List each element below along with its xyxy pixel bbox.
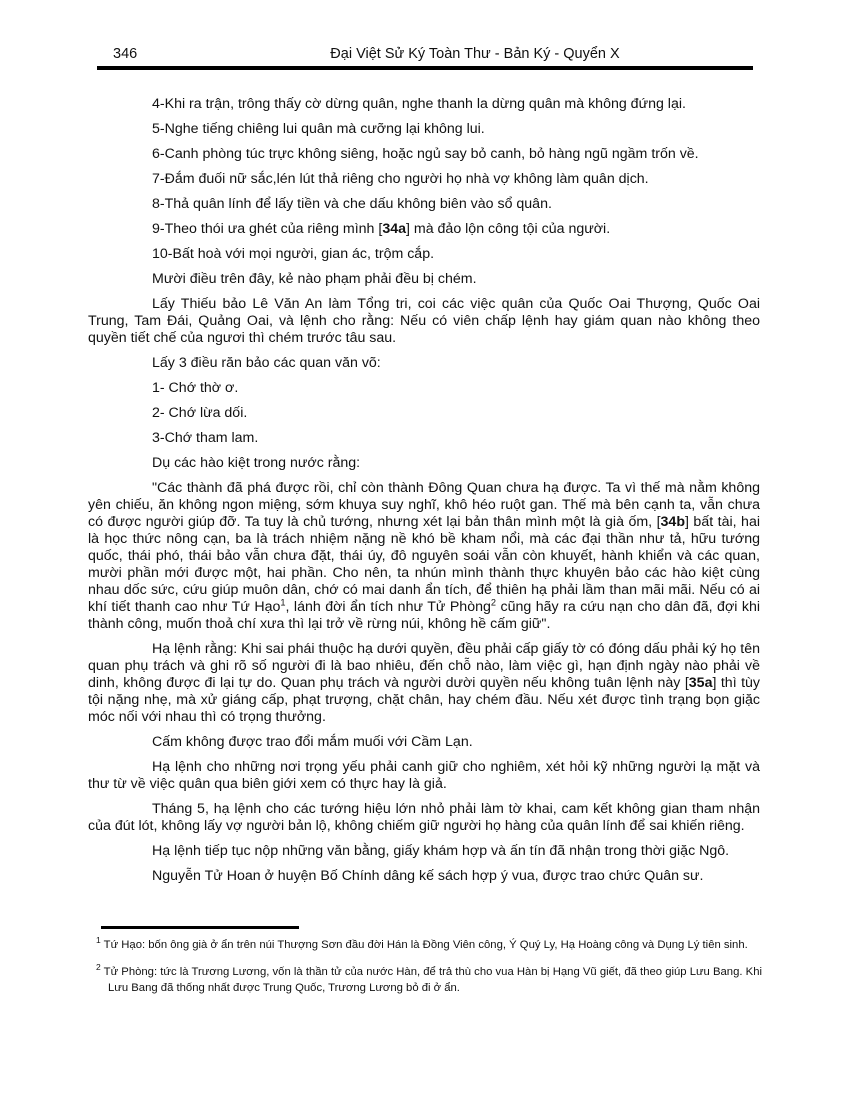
text-run: 5-Nghe tiếng chiêng lui quân mà cưỡng lại không lui. xyxy=(152,121,485,137)
text-run: Cấm không được trao đổi mắm muối với Cầm Lạn. xyxy=(152,734,473,750)
paragraph xyxy=(88,843,760,860)
paragraph xyxy=(88,271,760,288)
paragraph xyxy=(88,380,760,397)
text-run: Nguyễn Tử Hoan ở huyện Bố Chính dâng kế sách hợp ý vua, được trao chức Quân sư. xyxy=(152,868,704,884)
text-run: ] mà đảo lộn công tội của người. xyxy=(406,221,611,237)
paragraph xyxy=(88,196,760,213)
footnote-separator xyxy=(101,926,299,929)
text-run: Mười điều trên đây, kẻ nào phạm phải đều bị chém. xyxy=(152,271,477,287)
paragraph xyxy=(88,96,760,113)
folio-ref: 35a xyxy=(688,675,713,691)
paragraph xyxy=(88,801,760,835)
page-number: 346 xyxy=(113,46,138,62)
paragraph xyxy=(88,221,760,238)
paragraph xyxy=(88,455,760,472)
footnote-marker: 1 xyxy=(96,935,101,946)
paragraph xyxy=(88,868,760,885)
text-run: 10-Bất hoà với mọi người, gian ác, trộm cắp. xyxy=(152,246,435,262)
paragraph xyxy=(88,480,760,633)
text-run: Hạ lệnh rằng: Khi sai phái thuộc hạ dưới quyền, đều phải cấp giấy tờ có đóng dấu phải ký họ tên quan phụ trách và ghi rõ số người đi là bao nhiêu, đến chỗ nào, làm việc gì, hạn định ngày nào phải về dinh, không được đi lại tự do. Quan phụ trách và người dười quyền nếu không tuân lệnh này [ xyxy=(88,641,760,691)
paragraph xyxy=(88,355,760,372)
text-run: 2- Chớ lừa dối. xyxy=(152,405,248,421)
paragraph xyxy=(88,641,760,726)
paragraph xyxy=(88,121,760,138)
text-run: "Các thành đã phá được rồi, chỉ còn thành Đông Quan chưa hạ được. Ta vì thế mà nằm không yên chiếu, ăn không ngon miệng, sớm khuya suy nghĩ, khô héo ruột gan. Thế mà bên cạnh ta, vẫn chưa có được người giúp đỡ. Ta tuy là chủ tướng, nhưng xét lại bản thân mình một là già ốm, [ xyxy=(88,480,760,530)
text-run: 3-Chớ tham lam. xyxy=(152,430,259,446)
text-run: 1- Chớ thờ ơ. xyxy=(152,380,239,396)
paragraph xyxy=(88,171,760,188)
paragraph xyxy=(88,146,760,163)
folio-ref: 34b xyxy=(660,514,685,530)
folio-ref: 34a xyxy=(382,221,406,237)
paragraph xyxy=(88,405,760,422)
text-run: 9-Theo thói ưa ghét của riêng mình [ xyxy=(152,221,383,237)
footnote xyxy=(96,937,762,954)
text-run: , lánh đời ẩn tích như Tử Phòng xyxy=(285,599,491,615)
text-run: cũng hãy ra cứu nạn cho dân đã, đợi khi thành công, muốn thoả chí xưa thì lại trở về rừng núi, không hề cấm giữ". xyxy=(88,599,761,632)
footnote-ref: 1 xyxy=(280,597,286,608)
text-run: ] bất tài, hai là học thức nông cạn, ba là trách nhiệm nặng nề khó bề kham nổi, mà các đại thần như tả, hữu tướng quốc, thái phó, thái bảo vẫn chưa đặt, thái úy, đô nguyên soái vẫn còn khuyết, hành khiển và các quan, mười phần mới được một, hai phần. Cho nên, ta nhún mình thành thực khuyên bảo các hào kiệt cùng nhau dốc sức, cứu giúp muôn dân, chớ có mai danh ẩn tích, để thiên hạ phải lầm than mãi mãi. Nếu có ai khí tiết thanh cao như Tứ Hạo xyxy=(88,514,760,615)
footnotes xyxy=(96,937,762,1007)
paragraph xyxy=(88,296,760,347)
paragraph xyxy=(88,759,760,793)
text-run: ] thì tùy tội nặng nhẹ, mà xử giáng cấp, phạt trượng, chặt chân, hay chém đầu. Nếu xét được tình trạng bọn giặc móc nối với nhau thì có trọng thưởng. xyxy=(88,675,761,725)
paragraph xyxy=(88,246,760,263)
header-rule xyxy=(97,66,753,70)
page-title: Đại Việt Sử Ký Toàn Thư - Bản Ký - Quyển X xyxy=(330,46,620,62)
text-run: 8-Thả quân lính để lấy tiền và che dấu không biên vào sổ quân. xyxy=(152,196,552,212)
text-run: Tháng 5, hạ lệnh cho các tướng hiệu lớn nhỏ phải làm tờ khai, cam kết không gian tham nhận của đút lót, không lấy vợ người bản lộ, không chiếm giữ người họ hàng của quân lính để sai khiến riêng. xyxy=(88,801,760,834)
footnote-marker: 2 xyxy=(96,961,101,972)
text-run: Lấy 3 điều răn bảo các quan văn võ: xyxy=(152,355,381,371)
body-text xyxy=(88,96,760,893)
text-run: Hạ lệnh tiếp tục nộp những văn bằng, giấy khám hợp và ấn tín đã nhận trong thời giặc Ngô. xyxy=(152,843,730,859)
text-run: Lấy Thiếu bảo Lê Văn An làm Tổng tri, coi các việc quân của Quốc Oai Thượng, Quốc Oai Trung, Tam Đái, Quảng Oai, và lệnh cho rằng: Nếu có viên chấp lệnh hay giám quan nào không theo quyền tiết chế của ngươi thì chém trước tâu sau. xyxy=(88,296,760,346)
paragraph xyxy=(88,430,760,447)
text-run: 7-Đắm đuối nữ sắc,lén lút thả riêng cho người họ nhà vợ không làm quân dịch. xyxy=(152,171,649,187)
text-run: 4-Khi ra trận, trông thấy cờ dừng quân, nghe thanh la dừng quân mà không đứng lại. xyxy=(152,96,686,112)
footnote-text: Tứ Hạo: bốn ông già ở ẩn trên núi Thượng Sơn đầu đời Hán là Đồng Viên công, Ý Quý Ly, Hạ Hoàng công và Dụng Lý tiên sinh. xyxy=(100,939,748,951)
footnote xyxy=(96,961,762,997)
text-run: 6-Canh phòng túc trực không siêng, hoặc ngủ say bỏ canh, bỏ hàng ngũ ngầm trốn về. xyxy=(152,146,699,162)
paragraph xyxy=(88,734,760,751)
footnote-text: Tử Phòng: tức là Trương Lương, vốn là thần tử của nước Hàn, để trả thù cho vua Hàn bị Hạng Vũ giết, đã theo giúp Lưu Bang. Khi Lưu Bang đã thống nhất được Trung Quốc, Trương Lương bỏ đi ở ẩn. xyxy=(100,965,762,994)
text-run: Dụ các hào kiệt trong nước rằng: xyxy=(152,455,361,471)
footnote-ref: 2 xyxy=(490,597,497,608)
text-run: Hạ lệnh cho những nơi trọng yếu phải canh giữ cho nghiêm, xét hỏi kỹ những người lạ mặt và thư từ về việc quân qua biên giới xem có thực hay là giả. xyxy=(88,759,760,792)
